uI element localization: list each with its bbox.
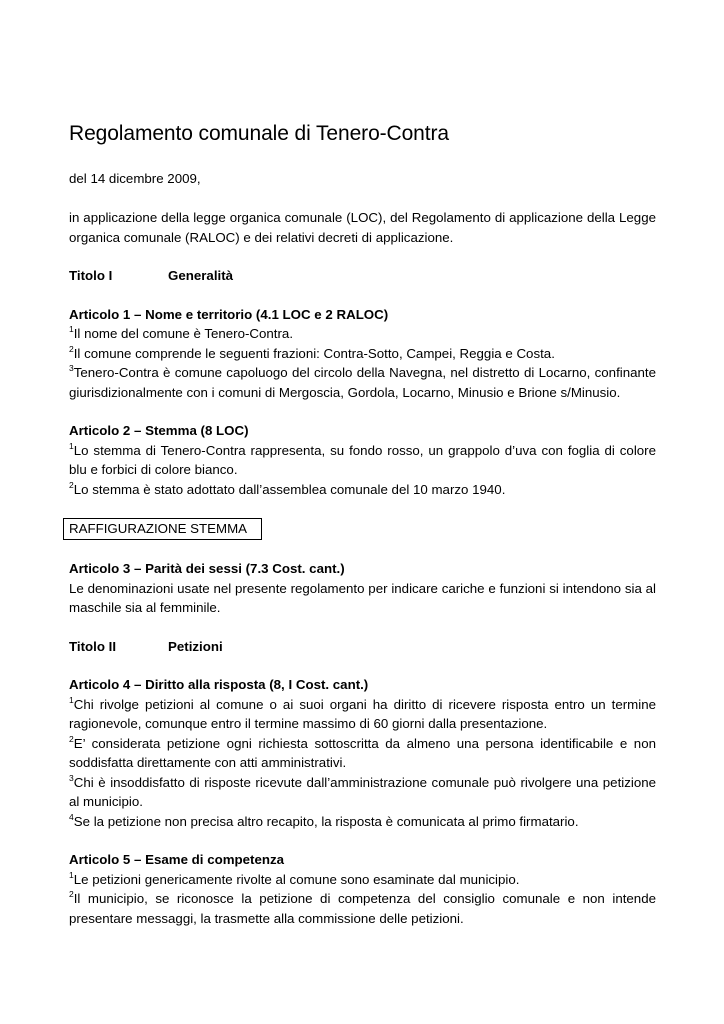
article-1: [69, 305, 656, 403]
paragraph-number: 2: [69, 343, 74, 354]
paragraph-number: 1: [69, 440, 74, 451]
section-number: Titolo I: [69, 268, 113, 283]
coat-of-arms-placeholder: RAFFIGURAZIONE STEMMA: [63, 518, 262, 540]
paragraph-text: Chi è insoddisfatto di risposte ricevute dall’amministrazione comunale può rivolgere una petizione al municipio.: [69, 774, 656, 809]
document-title: Regolamento comunale di Tenero-Contra: [69, 122, 449, 145]
paragraph-number: 1: [69, 869, 74, 880]
article-paragraph: [69, 870, 656, 890]
paragraph-number: 2: [69, 479, 74, 490]
article-paragraph: [69, 889, 656, 928]
paragraph-number: 3: [69, 772, 74, 783]
section-title-1: [69, 266, 656, 286]
paragraph-text: Lo stemma di Tenero-Contra rappresenta, su fondo rosso, un grappolo d’uva con foglia di colore blu e forbici di colore bianco.: [69, 442, 656, 477]
paragraph-text: Il nome del comune è Tenero-Contra.: [73, 326, 294, 341]
article-paragraph: [69, 363, 656, 402]
article-paragraph: Le denominazioni usate nel presente regolamento per indicare cariche e funzioni si intendono sia al maschile sia al femminile.: [69, 580, 656, 615]
paragraph-text: Se la petizione non precisa altro recapito, la risposta è comunicata al primo firmatario.: [73, 813, 579, 829]
article-4: [69, 675, 656, 831]
paragraph-text: Il comune comprende le seguenti frazioni: Contra-Sotto, Campei, Reggia e Costa.: [73, 345, 555, 361]
document-page: [69, 120, 656, 928]
article-paragraph: [69, 812, 656, 832]
paragraph-number: 2: [69, 733, 74, 744]
section-name: Petizioni: [168, 638, 223, 654]
paragraph-number: 1: [69, 324, 74, 334]
article-heading: Articolo 4 – Diritto alla risposta (8, I Cost. cant.): [69, 677, 369, 692]
article-paragraph: [69, 441, 656, 480]
paragraph-text: Tenero-Contra è comune capoluogo del circolo della Navegna, nel distretto di Locarno, confinante giurisdizionalmente con i comuni di Mergoscia, Gordola, Locarno, Minusio e Brione s/Minusio.: [69, 365, 656, 400]
article-heading: Articolo 2 – Stemma (8 LOC): [69, 423, 249, 438]
section-number: Titolo II: [69, 638, 117, 654]
article-3: [69, 559, 656, 618]
paragraph-text: E’ considerata petizione ogni richiesta sottoscritta da almeno una persona identificabile e non soddisfatta direttamente con atti amministrativi.: [69, 735, 656, 770]
article-paragraph: [69, 480, 656, 500]
section-title-2: [69, 637, 656, 657]
document-date: del 14 dicembre 2009,: [69, 171, 201, 186]
paragraph-text: Lo stemma è stato adottato dall’assemblea comunale del 10 marzo 1940.: [73, 481, 506, 497]
document-intro: in applicazione della legge organica comunale (LOC), del Regolamento di applicazione della Legge organica comunale (RALOC) e dei relativi decreti di applicazione.: [69, 210, 656, 245]
paragraph-text: Chi rivolge petizioni al comune o ai suoi organi ha diritto di ricevere risposta entro un termine ragionevole, comunque entro il termine massimo di 60 giorni dalla presentazione.: [69, 696, 656, 731]
article-paragraph: [69, 344, 656, 364]
article-heading: Articolo 1 – Nome e territorio (4.1 LOC e 2 RALOC): [69, 306, 389, 322]
paragraph-number: 4: [69, 811, 74, 822]
paragraph-text: Le petizioni genericamente rivolte al comune sono esaminate dal municipio.: [73, 871, 520, 887]
article-heading: Articolo 3 – Parità dei sessi (7.3 Cost. cant.): [69, 561, 345, 576]
section-name: Generalità: [168, 268, 234, 283]
paragraph-number: 3: [69, 363, 74, 373]
article-paragraph: [69, 773, 656, 812]
paragraph-number: 1: [69, 694, 74, 705]
article-heading: Articolo 5 – Esame di competenza: [69, 852, 285, 867]
paragraph-text: Il municipio, se riconosce la petizione di competenza del consiglio comunale e non intende presentare messaggi, la trasmette alla commissione delle petizioni.: [69, 891, 656, 926]
paragraph-number: 2: [69, 889, 74, 899]
article-paragraph: [69, 734, 656, 773]
article-2: [69, 421, 656, 499]
article-5: [69, 850, 656, 928]
article-paragraph: [69, 695, 656, 734]
article-paragraph: [69, 324, 656, 344]
